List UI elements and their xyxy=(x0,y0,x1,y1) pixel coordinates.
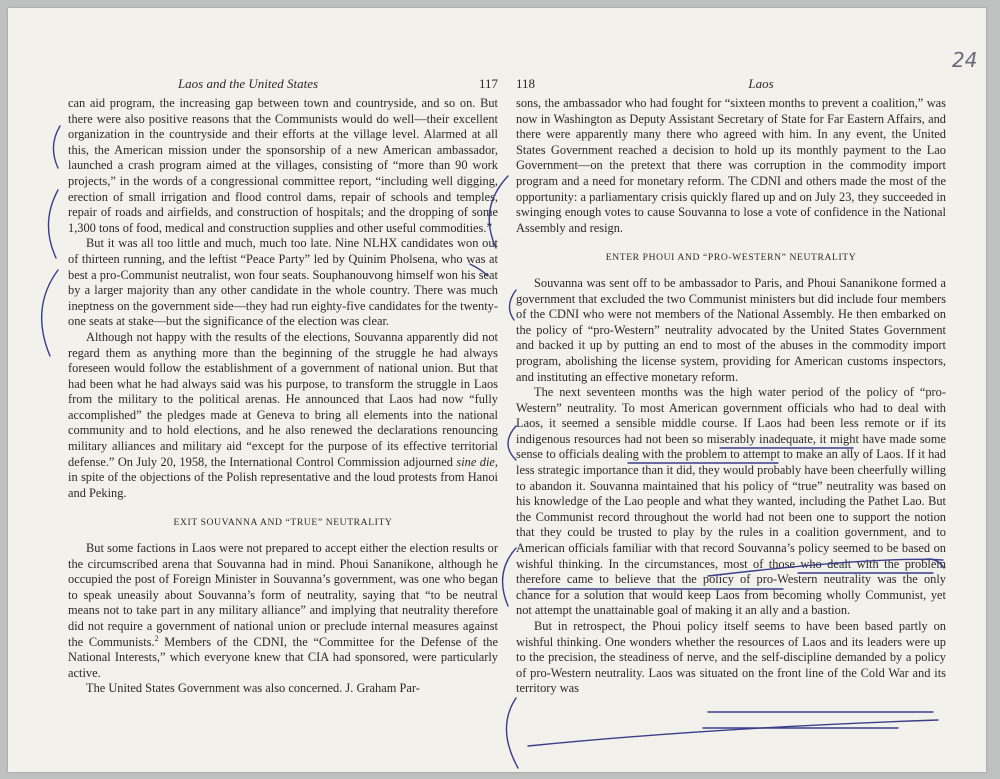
left-paragraph-3 xyxy=(68,330,498,502)
right-margin-bracket-4 xyxy=(503,548,516,606)
right-paragraph-1: sons, the ambassador who had fought for “sixteen months to prevent a coalition,” was now in Washington as Deputy Assistant Secretary of State for Far Eastern Affairs, and there were apparently many there who agreed with him. In any event, the United States Government reached a decision to hold up its monthly payment to the Lao Government—on the pretext that there was corruption in the commodity import program and a need for monetary reform. The CDNI and others made the most of the opportunity: a parliamentary crisis quickly flared up and on July 23, they succeeded in swinging enough votes to cause Souvanna to lose a vote of confidence in the National Assembly and resign. xyxy=(516,96,946,235)
right-page xyxy=(516,76,946,697)
left-page-number: 117 xyxy=(478,76,498,91)
right-header-title: Laos xyxy=(748,76,774,91)
right-section-heading: ENTER PHOUI AND “PRO-WESTERN” NEUTRALITY xyxy=(605,252,857,264)
right-page-number: 118 xyxy=(516,76,536,91)
left-header-title: Laos and the United States xyxy=(177,76,319,91)
scanned-page-sheet xyxy=(8,8,986,772)
right-paragraph-2: Souvanna was sent off to be ambassador to Paris, and Phoui Sananikone formed a government that excluded the two Communist ministers but did include four members of the CDNI who were not members of the National Assembly. He then embarked on the policy of “pro-Western” neutrality advocated by the United States Government and backed it up by putting an end to most of the abuses in the commodity import program, abolishing the license system, providing for American customs inspectors, and instituting an effective monetary reform. xyxy=(516,275,946,384)
left-paragraph-5: The United States Government was also concerned. J. Graham Par- xyxy=(86,681,420,696)
right-paragraph-3: The next seventeen months was the high water period of the policy of “pro-Western” neutrality. To most American government officials who had to deal with Laos, it seemed a sensible middle course. If Laos had been less remote or if its indigenous resources had not been so miserably inadequate, it might have made some sense to officials dealing with the problem to attempt to make an ally of Laos. If it had less strategic importance than it did, they would probably have been cheerfully willing to abandon it. Souvanna maintained that his policy of “true” neutrality was based on his knowledge of the Lao people and what they wanted, including the Pathet Lao. But the Communist record throughout the world had not been one to support the notion that they could be trusted to play by the rules in a coalition government, and to American officials familiar with that record Souvanna’s policy seemed to be based on wishful thinking. In the circumstances, most of those who dealt with the problem therefore came to believe that the policy of pro-Western neutrality was the only chance for a solution that would keep Laos from becoming wholly Communist, yet not attempt the unattainable goal of making it an ally and a bastion. xyxy=(516,385,946,618)
left-paragraph-4-end: Members of the CDNI, the “Committee for the Defense of the National Interests,” which everyone knew that CIA had sponsored, were particularly active. xyxy=(68,634,498,680)
left-paragraph-1: can aid program, the increasing gap between town and countryside, and so on. But there were also positive reasons that the Communists would do well—their excellent organization in the countryside and their efforts at the village level. Alarmed at all this, the American mission under the sponsorship of a new American ambassador, launched a crash program aimed at the villages, consisting of “more than 90 work projects,” in the words of a congressional committee report, “including well digging, erection of small irrigation and flood control dams, repair of schools and temples, repair of roads and airfields, and construction of hospitals; and the dropping of some 1,300 tons of food, medical and construction supplies and other useful commodities.” xyxy=(68,96,498,235)
handwritten-page-number: 24 xyxy=(952,48,978,72)
right-margin-bracket-3 xyxy=(508,426,516,460)
left-paragraph-3-text: Although not happy with the results of the elections, Souvanna apparently did not regard them as anything more than the beginning of the struggle he had always foreseen would follow the establishment of a government of national union. But that had been what he had always said was his purpose, to transform the struggle in Laos from the military to the political arenas. He announced that Laos had now “fully accomplished” the pledges made at Geneva to bring all elements into the national community and to hold elections, and he also renewed the declarations renouncing military alliances and military aid “except for the purpose of its effective territorial defense.” On July 20, 1958, the International Control Commission adjourned xyxy=(68,329,498,469)
right-margin-bracket-5 xyxy=(506,698,518,768)
right-paragraph-4: But in retrospect, the Phoui policy itself seems to have been based partly on wishful thinking. One wonders whether the resources of Laos and its leaders were up to the precision, the steadiness of nerve, and the self-discipline demanded by a policy of pro-Western neutrality. Laos was situated on the front line of the Cold War and its territory was xyxy=(516,619,946,696)
right-running-head xyxy=(516,76,946,96)
left-paragraph-4-text: But some factions in Laos were not prepared to accept either the election results or the circumscribed arena that Souvanna had in mind. Phoui Sananikone, although he occupied the post of Foreign Minister in Souvanna’s government, was one who began to speak uneasily about Souvanna’s form of neutrality, saying that “to be neutral means not to take part in any military alliance” and implying that neutrality therefore did not require a government of national union or preclude internal measures against the Communists. xyxy=(68,541,498,649)
left-paragraph-3-end: in spite of the objections of the Polish representative and the loud protests from Hanoi and Peking. xyxy=(68,470,498,500)
left-margin-bracket-3 xyxy=(42,270,58,356)
left-paragraph-3-italic: sine die, xyxy=(456,454,498,469)
left-page xyxy=(68,76,498,697)
left-paragraph-4 xyxy=(68,541,498,681)
left-section-heading: EXIT SOUVANNA AND “TRUE” NEUTRALITY xyxy=(173,517,393,529)
footnote-marker: 2 xyxy=(154,633,159,643)
left-running-head xyxy=(68,76,498,96)
left-margin-bracket-2 xyxy=(48,190,58,258)
strike-front-line xyxy=(528,720,938,746)
left-paragraph-2: But it was all too little and much, much too late. Nine NLHX candidates won out of thirteen running, and the leftist “Peace Party” led by Quinim Pholsena, who was at best a pro-Communist neutralist, won four seats. Souphanouvong himself won his seat by a larger majority than any other candidate in the whole country. There was much ineptness on the government side—they had run eighty-five candidates for the twenty-one seats at stake—but the significance of the election was clear. xyxy=(68,236,498,329)
left-margin-bracket-1 xyxy=(53,126,60,168)
